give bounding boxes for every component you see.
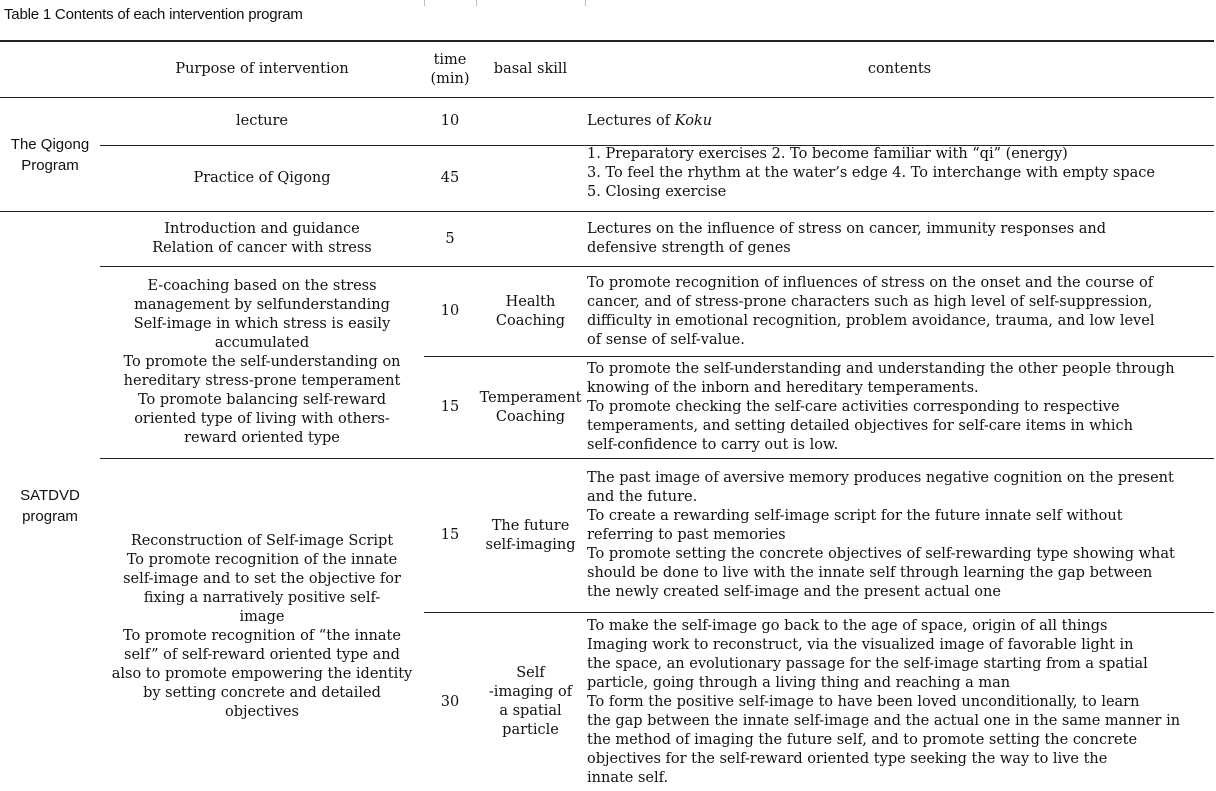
intro-purpose: Introduction and guidance Relation of cancer with stress	[152, 221, 372, 256]
intro-time: 5	[445, 230, 455, 247]
temperament-coaching-contents: To promote the self-understanding and understanding the other people through knowing of the inborn and hereditary temperaments. To promote checking the self-care activities corresponding to respective temperaments, and setting detailed objectives for self-care items in which self-confidence to carry out is low.	[587, 361, 1175, 453]
koku-term: Koku	[674, 113, 713, 129]
ecoaching-purpose: E-coaching based on the stress management by selfunderstanding Self-image in which stress is easily accumulated To promote the self-understanding on hereditary stress-prone temperament To promote balancing self-reward oriented type of living with others- reward oriented type	[123, 278, 401, 446]
qigong-program-label: The Qigong Program	[10, 135, 90, 174]
qigong-lecture-time: 10	[440, 113, 460, 129]
health-coaching-contents: To promote recognition of influences of stress on the onset and the course of cancer, and of stress-prone characters such as high level of self-suppression, difficulty in emotional recognition, problem avoidance, trauma, and low level of sense of self-value.	[587, 274, 1155, 348]
lecture-contents-text: Lectures of	[587, 113, 671, 129]
header-purpose: Purpose of intervention	[175, 61, 349, 77]
temperament-coaching-time: 15	[440, 399, 460, 415]
qigong-lecture-contents	[587, 98, 1212, 145]
spatial-particle-skill: Self -imaging of a spatial particle	[488, 665, 573, 738]
spatial-particle-time: 30	[440, 693, 460, 710]
header-contents: contents	[867, 61, 932, 77]
satdvd-program-label: SATDVD program	[20, 487, 80, 525]
qigong-practice-contents: 1. Preparatory exercises 2. To become familiar with “qi” (energy) 3. To feel the rhythm at the water’s edge 4. To interchange with empty space 5. Closing exercise	[587, 146, 1155, 200]
table-caption: Table 1 Contents of each intervention program	[4, 6, 303, 23]
future-imaging-time: 15	[440, 527, 460, 543]
spatial-particle-contents: To make the self-image go back to the age of space, origin of all things Imaging work to reconstruct, via the visualized image of favorable light in the space, an evolutionary passage for the self-image starting from a spatial particle, going through a living thing and reaching a man To form the positive self-image to have been loved unconditionally, to learn the gap between the innate self-image and the actual one in the same manner in the method of imaging the future self, and to promote setting the concrete objectives for the self-reward oriented type seeking the way to live the innate self.	[587, 617, 1181, 786]
intro-contents: Lectures on the influence of stress on cancer, immunity responses and defensive strength of genes	[587, 221, 1107, 256]
qigong-practice-purpose: Practice of Qigong	[193, 170, 331, 186]
health-coaching-time: 10	[440, 303, 460, 319]
reconstruction-purpose: Reconstruction of Self-image Script To promote recognition of the innate self-image and to set the objective for fixing a narratively positive self- image To promote recognition of “the innate self” of self-reward oriented type and also to promote empowering the identity by setting concrete and detailed objectives	[111, 533, 413, 720]
health-coaching-skill: Health Coaching	[495, 293, 566, 329]
temperament-coaching-skill: Temperament Coaching	[479, 389, 582, 425]
qigong-lecture-purpose: lecture	[235, 113, 289, 129]
header-basal-skill: basal skill	[493, 61, 568, 77]
qigong-practice-time: 45	[440, 170, 460, 186]
future-imaging-skill: The future self-imaging	[485, 517, 576, 553]
header-time: time (min)	[430, 51, 470, 87]
future-imaging-contents: The past image of aversive memory produces negative cognition on the present and the future. To create a rewarding self-image script for the future innate self without referring to past memories To promote setting the concrete objectives of self-rewarding type showing what should be done to live with the innate self through learning the gap between the newly created self-image and the present actual one	[587, 470, 1175, 600]
